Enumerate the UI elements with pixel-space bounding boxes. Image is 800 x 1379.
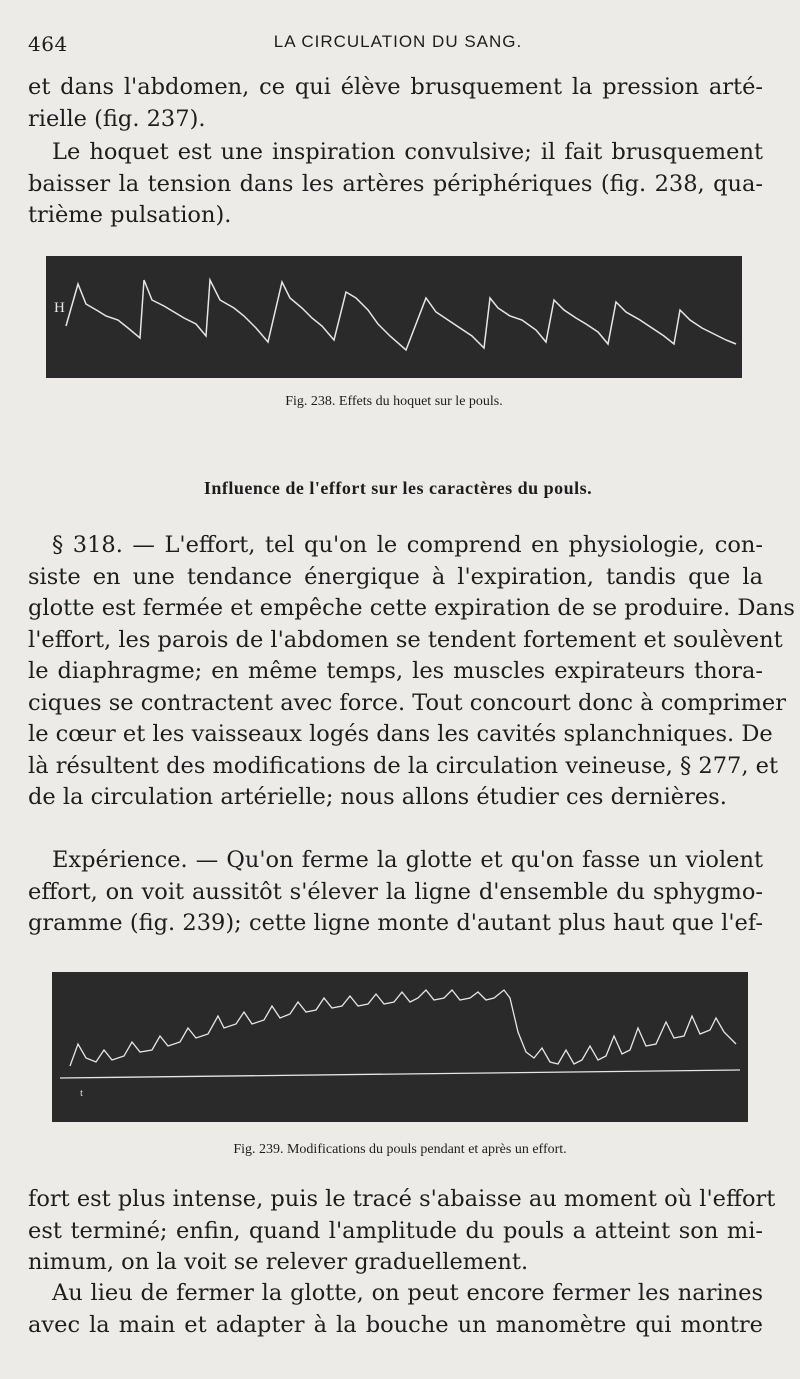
text-line: gramme (fig. 239); cette ligne monte d'autant plus haut que l'ef- [28,910,763,936]
text-line: le diaphragme; en même temps, les muscles expirateurs thora- [28,658,763,684]
text-line: baisser la tension dans les artères périphériques (fig. 238, qua- [28,170,763,197]
figure-239-caption: Fig. 239. Modifications du pouls pendant et après un effort. [233,1142,567,1157]
page-number: 464 [28,32,68,56]
figure-238 [46,256,742,378]
paragraph-4 [28,845,763,940]
text-line: Au lieu de fermer la glotte, on peut encore fermer les narines [52,1280,763,1306]
text-line: trième pulsation). [28,202,232,228]
text-line: l'effort, les parois de l'abdomen se tendent fortement et soulèvent [28,626,783,653]
text-line: § 318. — L'effort, tel qu'on le comprend en physiologie, con- [52,532,763,558]
trace-label: H [54,300,65,316]
text-line: le cœur et les vaisseaux logés dans les cavités splanchniques. De [28,721,773,747]
running-title: LA CIRCULATION DU SANG. [273,32,523,51]
text-line: et dans l'abdomen, ce qui élève brusquement la pression arté- [28,74,763,100]
page-header [28,30,768,60]
section-title: Influence de l'effort sur les caractères du pouls. [203,478,593,498]
text-line: effort, on voit aussitôt s'élever la ligne d'ensemble du sphygmo- [28,878,763,905]
pulse-trace-238 [46,256,742,378]
text-line: rielle (fig. 237). [28,105,206,132]
text-line: glotte est fermée et empêche cette expiration de se produire. Dans [28,595,795,621]
figure-239 [52,972,748,1122]
text-line: ciques se contractent avec force. Tout concourt donc à comprimer [28,689,786,716]
text-line: est terminé; enfin, quand l'amplitude du pouls a atteint son mi- [28,1217,763,1244]
text-line: de la circulation artérielle; nous allons étudier ces dernières. [28,784,727,810]
text-line: nimum, on la voit se relever graduellement. [28,1249,529,1275]
text-line: avec la main et adapter à la bouche un manomètre qui montre [28,1311,763,1338]
text-line: Expérience. — Qu'on ferme la glotte et qu'on fasse un violent [52,847,763,873]
paragraph-1 [28,72,763,135]
paragraph-2 [28,137,763,232]
baseline-label: t [80,1087,84,1099]
paragraph-6 [28,1278,763,1341]
paragraph-3 [28,530,795,814]
figure-238-caption: Fig. 238. Effets du hoquet sur le pouls. [285,394,503,409]
text-line: fort est plus intense, puis le tracé s'abaisse au moment où l'effort [28,1186,776,1212]
text-line: Le hoquet est une inspiration convulsive; il fait brusquement [52,139,763,165]
pulse-trace-239 [52,972,748,1122]
paragraph-5 [28,1184,776,1279]
text-line: là résultent des modifications de la circulation veineuse, § 277, et [28,752,779,779]
text-line: siste en une tendance énergique à l'expiration, tandis que la [28,563,763,590]
